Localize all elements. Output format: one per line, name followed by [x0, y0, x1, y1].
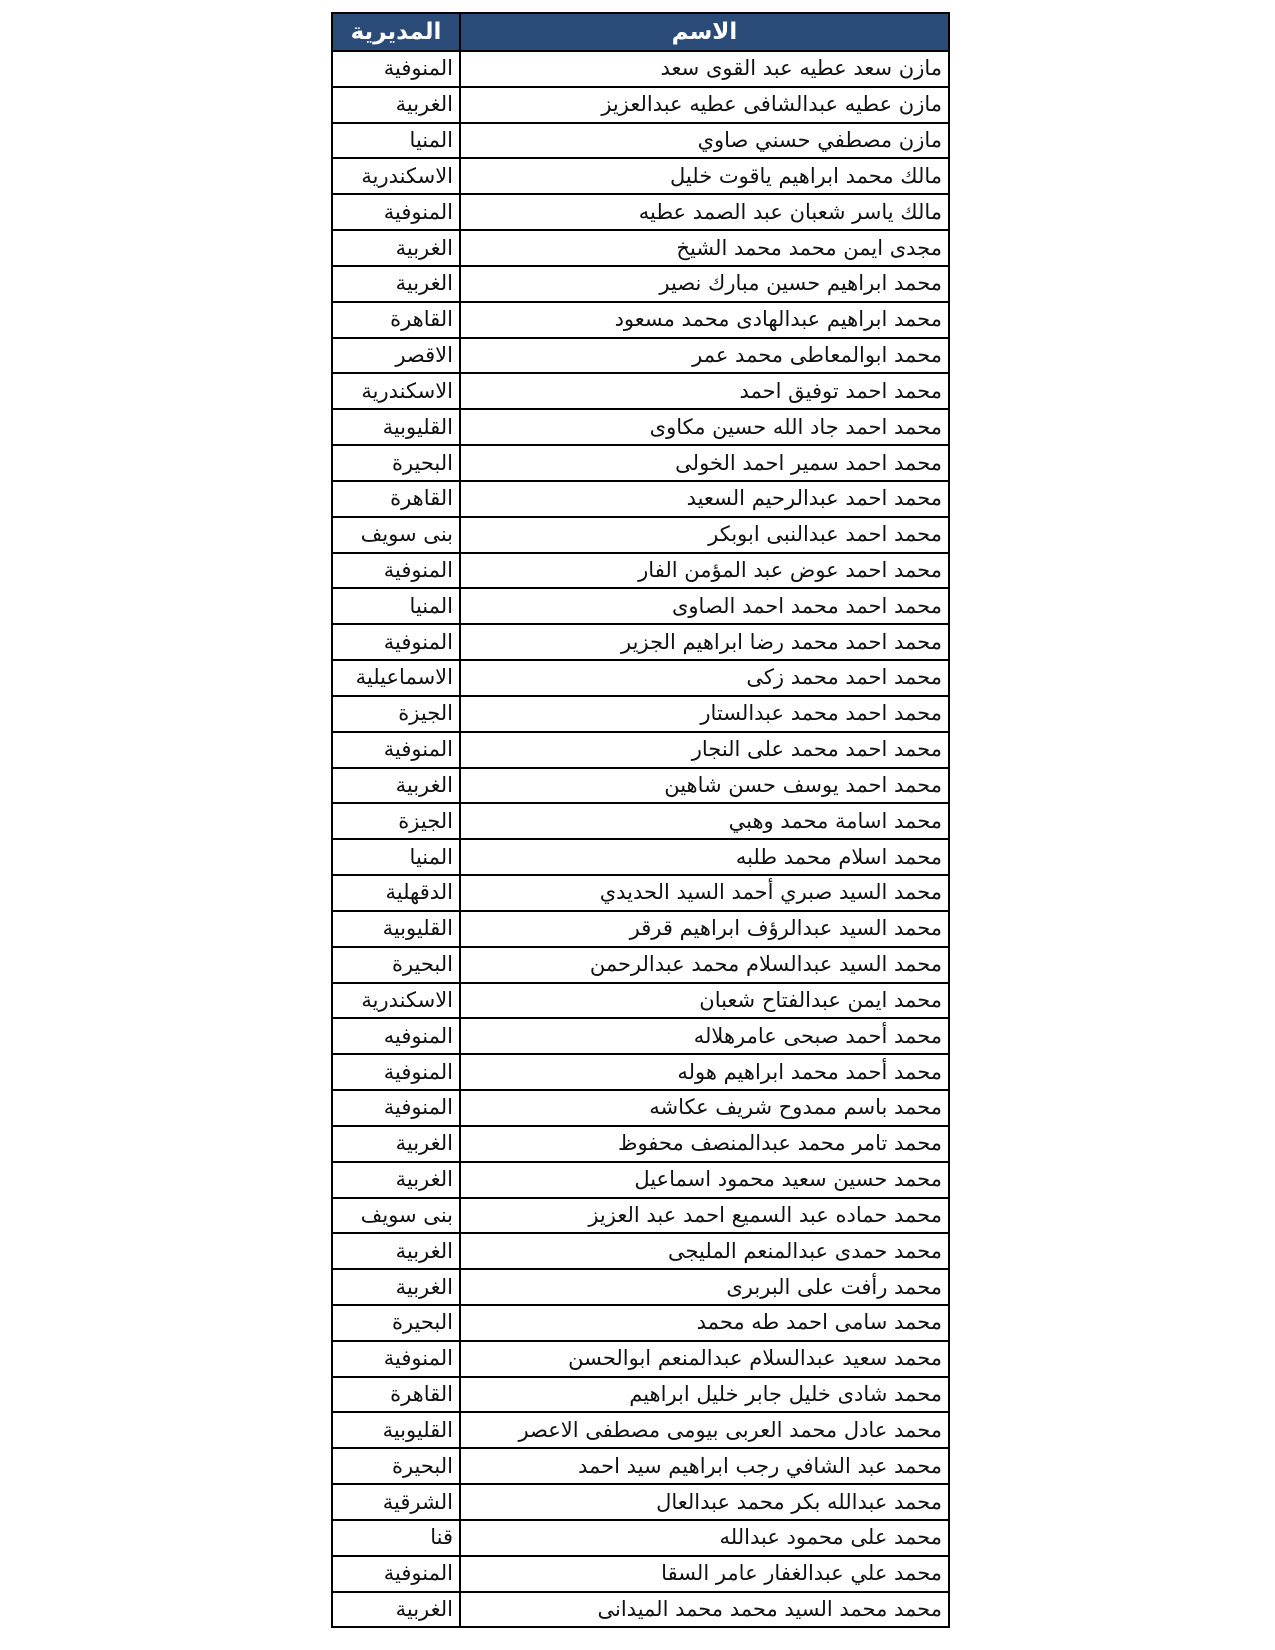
directorate-cell: المنيا	[332, 123, 460, 159]
directorate-cell: الغربية	[332, 1233, 460, 1269]
directorate-cell: القاهرة	[332, 302, 460, 338]
column-header-name: الاسم	[460, 13, 949, 51]
name-cell: محمد احمد عبدالنبى ابوبكر	[460, 517, 949, 553]
directorate-cell: المنوفية	[332, 194, 460, 230]
table-row	[332, 875, 949, 911]
directorate-cell: البحيرة	[332, 445, 460, 481]
name-cell: محمد ابراهيم حسين مبارك نصير	[460, 266, 949, 302]
name-cell: محمد احمد محمد احمد الصاوى	[460, 588, 949, 624]
directorate-cell: الغربية	[332, 768, 460, 804]
name-cell: محمد احمد محمد زكى	[460, 660, 949, 696]
name-cell: محمد احمد توفيق احمد	[460, 373, 949, 409]
table-row	[332, 1341, 949, 1377]
directorate-cell: المنوفية	[332, 553, 460, 589]
table-row	[332, 911, 949, 947]
directorate-cell: المنوفية	[332, 51, 460, 87]
table-row	[332, 624, 949, 660]
directorate-cell: الغربية	[332, 1269, 460, 1305]
name-cell: مازن مصطفي حسني صاوي	[460, 123, 949, 159]
table-row	[332, 696, 949, 732]
directorate-cell: الاسماعيلية	[332, 660, 460, 696]
table-row	[332, 338, 949, 374]
directorate-cell: القليوبية	[332, 409, 460, 445]
column-header-directorate: المديرية	[332, 13, 460, 51]
table-row	[332, 409, 949, 445]
directorate-cell: الاسكندرية	[332, 158, 460, 194]
directorate-cell: الغربية	[332, 1592, 460, 1628]
table-row	[332, 302, 949, 338]
directorate-cell: بنى سويف	[332, 517, 460, 553]
directorate-cell: الجيزة	[332, 803, 460, 839]
directorate-cell: البحيرة	[332, 1305, 460, 1341]
directorate-cell: الغربية	[332, 1162, 460, 1198]
directorate-cell: القاهرة	[332, 481, 460, 517]
directorate-cell: الشرقية	[332, 1484, 460, 1520]
name-cell: محمد اسامة محمد وهبي	[460, 803, 949, 839]
directorate-cell: المنوفيه	[332, 1018, 460, 1054]
directorate-cell: المنوفية	[332, 1341, 460, 1377]
name-cell: محمد احمد جاد الله حسين مكاوى	[460, 409, 949, 445]
name-cell: محمد سعيد عبدالسلام عبدالمنعم ابوالحسن	[460, 1341, 949, 1377]
table-row	[332, 1377, 949, 1413]
name-cell: محمد احمد عوض عبد المؤمن الفار	[460, 553, 949, 589]
directorate-cell: الغربية	[332, 1126, 460, 1162]
table-row	[332, 1126, 949, 1162]
directorate-cell: المنوفية	[332, 1556, 460, 1592]
table-row	[332, 588, 949, 624]
table-row	[332, 1054, 949, 1090]
name-cell: محمد اسلام محمد طلبه	[460, 839, 949, 875]
table-row	[332, 51, 949, 87]
directorate-cell: البحيرة	[332, 947, 460, 983]
directorate-cell: المنوفية	[332, 732, 460, 768]
name-cell: محمد السيد عبدالرؤف ابراهيم قرقر	[460, 911, 949, 947]
name-cell: محمد احمد سمير احمد الخولى	[460, 445, 949, 481]
directorate-cell: القليوبية	[332, 1412, 460, 1448]
table-body	[332, 51, 949, 1627]
directorate-cell: بنى سويف	[332, 1198, 460, 1234]
table-row	[332, 553, 949, 589]
directorate-cell: القاهرة	[332, 1377, 460, 1413]
name-cell: محمد تامر محمد عبدالمنصف محفوظ	[460, 1126, 949, 1162]
table-row	[332, 732, 949, 768]
directorate-cell: المنوفية	[332, 624, 460, 660]
name-cell: محمد على محمود عبدالله	[460, 1520, 949, 1556]
name-cell: محمد احمد محمد عبدالستار	[460, 696, 949, 732]
table-row	[332, 1412, 949, 1448]
name-cell: مالك ياسر شعبان عبد الصمد عطيه	[460, 194, 949, 230]
table-row	[332, 445, 949, 481]
table-row	[332, 1090, 949, 1126]
directorate-cell: الاسكندرية	[332, 983, 460, 1019]
directorate-cell: الغربية	[332, 230, 460, 266]
name-cell: محمد احمد محمد رضا ابراهيم الجزير	[460, 624, 949, 660]
table-row	[332, 1484, 949, 1520]
name-cell: محمد السيد صبري أحمد السيد الحديدي	[460, 875, 949, 911]
table-row	[332, 123, 949, 159]
name-cell: محمد ابوالمعاطى محمد عمر	[460, 338, 949, 374]
directorate-cell: قنا	[332, 1520, 460, 1556]
table-row	[332, 1198, 949, 1234]
name-cell: محمد حسين سعيد محمود اسماعيل	[460, 1162, 949, 1198]
directorate-cell: الغربية	[332, 266, 460, 302]
name-cell: محمد حماده عبد السميع احمد عبد العزيز	[460, 1198, 949, 1234]
name-cell: محمد باسم ممدوح شريف عكاشه	[460, 1090, 949, 1126]
table-row	[332, 1018, 949, 1054]
name-cell: محمد احمد يوسف حسن شاهين	[460, 768, 949, 804]
table-row	[332, 194, 949, 230]
name-cell: محمد عادل محمد العربى بيومى مصطفى الاعصر	[460, 1412, 949, 1448]
table-row	[332, 1520, 949, 1556]
directorate-cell: الجيزة	[332, 696, 460, 732]
table-row	[332, 1269, 949, 1305]
name-cell: محمد عبدالله بكر محمد عبدالعال	[460, 1484, 949, 1520]
directorate-cell: المنوفية	[332, 1090, 460, 1126]
header-row	[332, 13, 949, 51]
name-cell: مالك محمد ابراهيم ياقوت خليل	[460, 158, 949, 194]
directorate-cell: الاقصر	[332, 338, 460, 374]
name-cell: محمد السيد عبدالسلام محمد عبدالرحمن	[460, 947, 949, 983]
roster-table	[331, 12, 950, 1628]
name-cell: محمد حمدى عبدالمنعم المليجى	[460, 1233, 949, 1269]
table-row	[332, 1448, 949, 1484]
table-row	[332, 768, 949, 804]
table-row	[332, 266, 949, 302]
directorate-cell: القليوبية	[332, 911, 460, 947]
table-row	[332, 230, 949, 266]
table-row	[332, 373, 949, 409]
table-row	[332, 1162, 949, 1198]
directorate-cell: البحيرة	[332, 1448, 460, 1484]
directorate-cell: الغربية	[332, 87, 460, 123]
name-cell: مجدى ايمن محمد محمد الشيخ	[460, 230, 949, 266]
table-row	[332, 839, 949, 875]
name-cell: محمد عبد الشافي رجب ابراهيم سيد احمد	[460, 1448, 949, 1484]
name-cell: محمد احمد عبدالرحيم السعيد	[460, 481, 949, 517]
directorate-cell: المنوفية	[332, 1054, 460, 1090]
name-cell: مازن سعد عطيه عبد القوى سعد	[460, 51, 949, 87]
name-cell: محمد علي عبدالغفار عامر السقا	[460, 1556, 949, 1592]
table-row	[332, 1556, 949, 1592]
table-header	[332, 13, 949, 51]
name-cell: محمد احمد محمد على النجار	[460, 732, 949, 768]
table-row	[332, 983, 949, 1019]
table-row	[332, 158, 949, 194]
table-row	[332, 1305, 949, 1341]
table-row	[332, 803, 949, 839]
directorate-cell: الاسكندرية	[332, 373, 460, 409]
table-row	[332, 87, 949, 123]
table-row	[332, 481, 949, 517]
name-cell: محمد أحمد محمد ابراهيم هوله	[460, 1054, 949, 1090]
table-row	[332, 1233, 949, 1269]
table-row	[332, 1592, 949, 1628]
table-row	[332, 517, 949, 553]
table-row	[332, 947, 949, 983]
table-row	[332, 660, 949, 696]
name-cell: محمد ايمن عبدالفتاح شعبان	[460, 983, 949, 1019]
name-cell: محمد رأفت على البربرى	[460, 1269, 949, 1305]
directorate-cell: المنيا	[332, 839, 460, 875]
name-cell: محمد سامى احمد طه محمد	[460, 1305, 949, 1341]
roster-table-wrapper	[331, 12, 948, 1628]
name-cell: محمد محمد السيد محمد محمد الميدانى	[460, 1592, 949, 1628]
directorate-cell: المنيا	[332, 588, 460, 624]
name-cell: محمد شادى خليل جابر خليل ابراهيم	[460, 1377, 949, 1413]
directorate-cell: الدقهلية	[332, 875, 460, 911]
name-cell: محمد ابراهيم عبدالهادى محمد مسعود	[460, 302, 949, 338]
name-cell: مازن عطيه عبدالشافى عطيه عبدالعزيز	[460, 87, 949, 123]
name-cell: محمد أحمد صبحى عامرهلاله	[460, 1018, 949, 1054]
